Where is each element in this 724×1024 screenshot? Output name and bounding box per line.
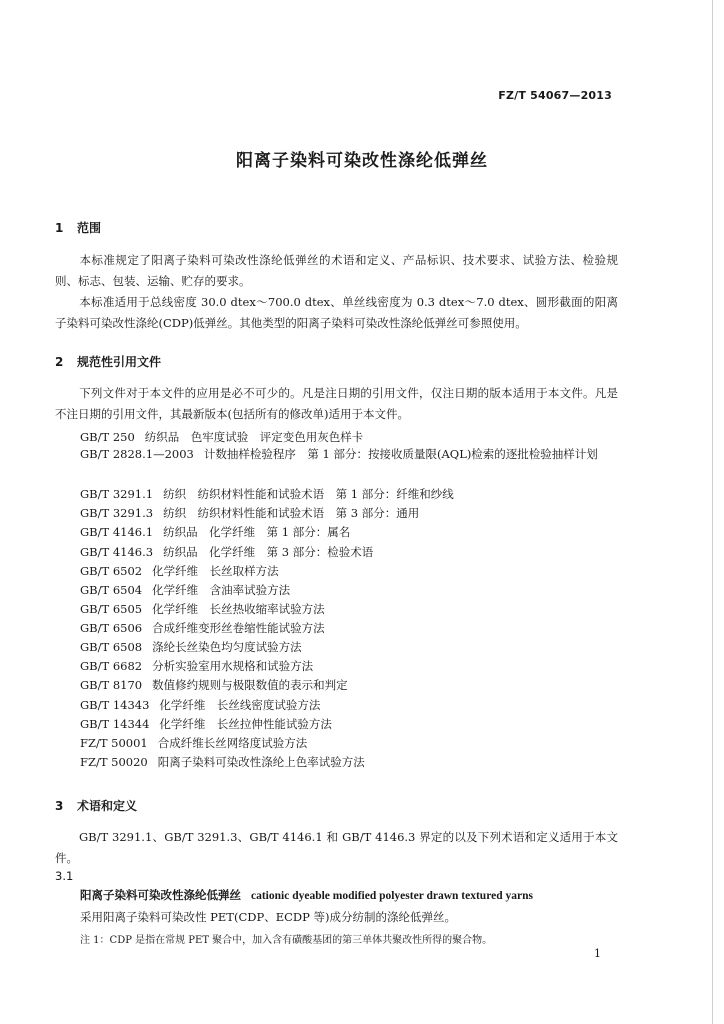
term-note: 注 1：CDP 是指在常规 PET 聚合中，加入含有磺酸基团的第三单体共聚改性所得的聚合物。 (80, 935, 493, 946)
reference-title: 计数抽样检验程序 第 1 部分：按接收质量限(AQL)检索的逐批检验抽样计划 (203, 447, 598, 461)
reference-code: GB/T 4146.3 (80, 545, 154, 559)
scope-paragraph-1 (55, 250, 618, 292)
reference-item (80, 485, 454, 503)
reference-item (80, 504, 419, 522)
reference-code: GB/T 4146.1 (80, 525, 154, 539)
reference-code: GB/T 14343 (80, 698, 150, 712)
reference-item (80, 657, 313, 675)
reference-title: 纺织 纺织材料性能和试验术语 第 1 部分：纤维和纱线 (163, 487, 454, 501)
reference-code: GB/T 6502 (80, 564, 143, 578)
reference-item (80, 562, 279, 580)
reference-code: GB/T 8170 (80, 678, 143, 692)
reference-code: GB/T 2828.1—2003 (80, 447, 194, 461)
section-title: 规范性引用文件 (77, 355, 162, 369)
reference-title: 纺织品 色牢度试验 评定变色用灰色样卡 (144, 430, 364, 444)
reference-title: 合成纤维长丝网络度试验方法 (157, 736, 308, 750)
document-title: 阳离子染料可染改性涤纶低弹丝 (236, 151, 488, 171)
paragraph-text: 本标准适用于总线密度 30.0 dtex～700.0 dtex、单丝线密度为 0.3 dtex～7.0 dtex、圆形截面的阳离子染料可染改性涤纶(CDP)低弹丝。其他类型的阳离子染料可染改性涤纶低弹丝可参照使用。 (55, 295, 618, 330)
reference-item (80, 600, 325, 618)
section-3-heading (55, 797, 137, 814)
reference-code: GB/T 6504 (80, 583, 143, 597)
paragraph-text: 下列文件对于本文件的应用是必不可少的。凡是注日期的引用文件，仅注日期的版本适用于本文件。凡是不注日期的引用文件，其最新版本(包括所有的修改单)适用于本文件。 (55, 386, 618, 421)
reference-title: 化学纤维 长丝线密度试验方法 (159, 698, 321, 712)
term-number: 3.1 (55, 869, 74, 883)
reference-title: 化学纤维 长丝拉伸性能试验方法 (159, 717, 332, 731)
reference-item (80, 734, 307, 752)
section-number: 2 (55, 355, 64, 369)
reference-item (80, 715, 332, 733)
reference-item (80, 619, 325, 637)
reference-item (55, 443, 618, 465)
section-title: 术语和定义 (77, 799, 138, 813)
reference-title: 分析实验室用水规格和试验方法 (152, 659, 314, 673)
scope-paragraph-2 (55, 292, 618, 334)
reference-code: GB/T 6505 (80, 602, 143, 616)
reference-title: 化学纤维 长丝取样方法 (152, 564, 279, 578)
section-title: 范围 (77, 221, 102, 235)
reference-title: 纺织品 化学纤维 第 3 部分：检验术语 (163, 545, 374, 559)
paragraph-text: GB/T 3291.1、GB/T 3291.3、GB/T 4146.1 和 GB/T 4146.3 界定的以及下列术语和定义适用于本文件。 (55, 830, 618, 865)
term-chinese: 阳离子染料可染改性涤纶低弹丝 (80, 888, 241, 902)
reference-item (80, 581, 290, 599)
reference-item (80, 753, 365, 771)
reference-code: GB/T 6506 (80, 621, 143, 635)
reference-title: 涤纶长丝染色均匀度试验方法 (152, 640, 302, 654)
references-intro (55, 383, 618, 425)
term-entry (80, 887, 533, 903)
reference-code: GB/T 6682 (80, 659, 143, 673)
terms-intro (55, 827, 618, 869)
standard-code: FZ/T 54067—2013 (498, 89, 612, 102)
reference-code: FZ/T 50020 (80, 755, 148, 769)
reference-code: GB/T 3291.1 (80, 487, 154, 501)
reference-item (80, 523, 350, 541)
reference-title: 阳离子染料可染改性涤纶上色率试验方法 (157, 755, 365, 769)
reference-title: 数值修约规则与极限数值的表示和判定 (152, 678, 348, 692)
reference-title: 化学纤维 含油率试验方法 (152, 583, 291, 597)
reference-title: 化学纤维 长丝热收缩率试验方法 (152, 602, 325, 616)
section-2-heading (55, 353, 161, 370)
section-number: 3 (55, 799, 64, 813)
term-definition: 采用阳离子染料可染改性 PET(CDP、ECDP 等)成分纺制的涤纶低弹丝。 (80, 910, 456, 924)
section-number: 1 (55, 221, 64, 235)
reference-code: GB/T 6508 (80, 640, 143, 654)
reference-item (80, 676, 348, 694)
reference-code: GB/T 250 (80, 430, 135, 444)
section-1-heading (55, 219, 101, 236)
page-number: 1 (594, 947, 601, 960)
reference-item (80, 696, 320, 714)
reference-code: GB/T 3291.3 (80, 506, 154, 520)
reference-item (80, 638, 302, 656)
reference-title: 纺织 纺织材料性能和试验术语 第 3 部分：通用 (163, 506, 420, 520)
reference-item (80, 543, 373, 561)
reference-title: 纺织品 化学纤维 第 1 部分：属名 (163, 525, 351, 539)
reference-code: GB/T 14344 (80, 717, 150, 731)
paragraph-text: 本标准规定了阳离子染料可染改性涤纶低弹丝的术语和定义、产品标识、技术要求、试验方法、检验规则、标志、包装、运输、贮存的要求。 (55, 253, 618, 288)
reference-title: 合成纤维变形丝卷缩性能试验方法 (152, 621, 325, 635)
term-english: cationic dyeable modified polyester drawn textured yarns (251, 890, 533, 902)
reference-code: FZ/T 50001 (80, 736, 148, 750)
